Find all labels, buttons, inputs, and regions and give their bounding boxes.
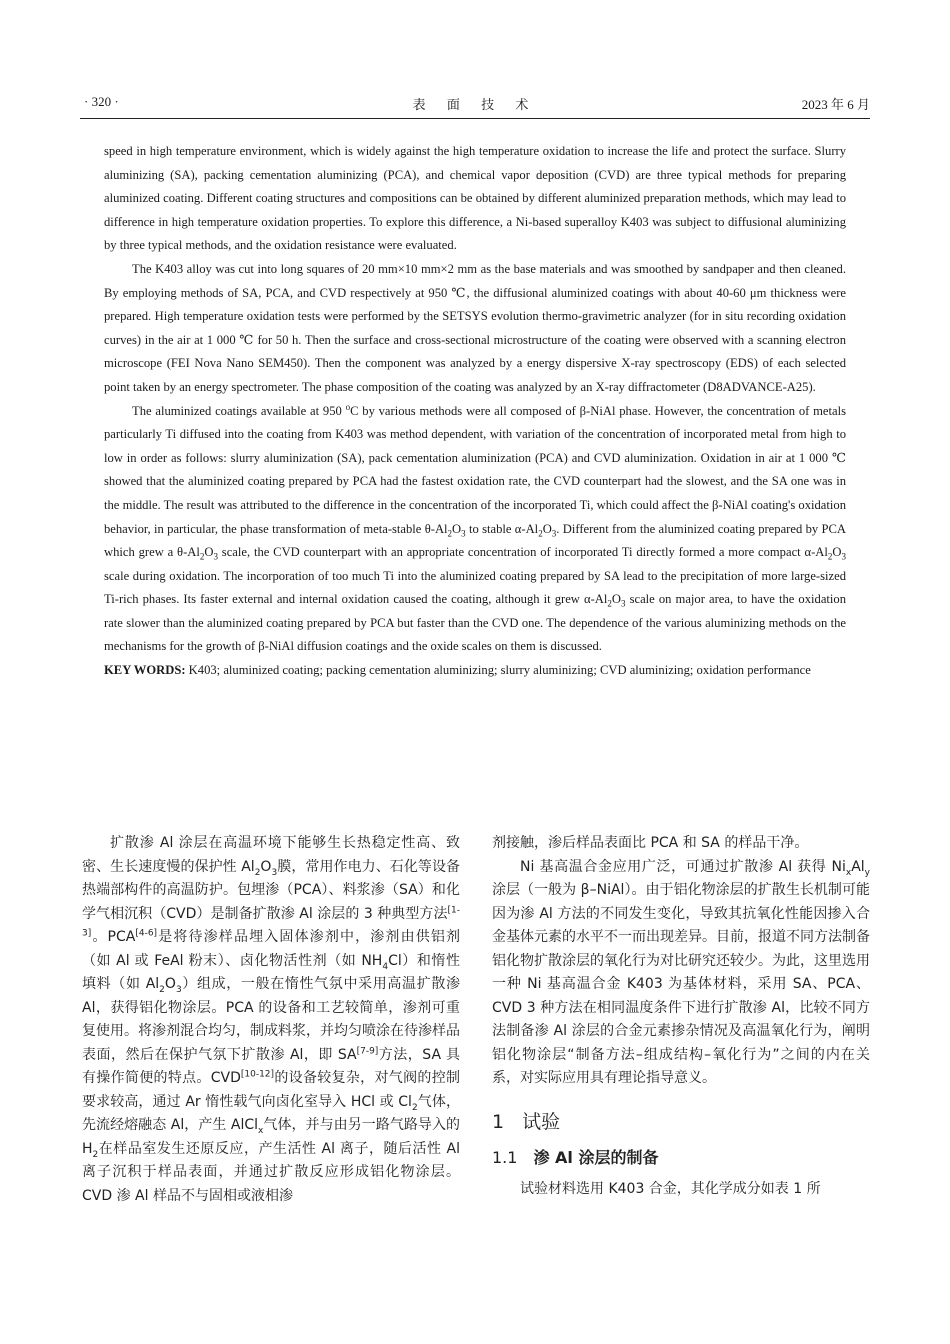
body-right-column [492, 832, 870, 1201]
citation: [7-9] [356, 1045, 379, 1056]
issue-date: 2023 年 6 月 [801, 97, 870, 112]
keywords-label: KEY WORDS: [104, 663, 186, 678]
citation: [10-12] [240, 1069, 275, 1080]
intro-paragraph-1: 扩散渗 Al 涂层在高温环境下能够生长热稳定性高、致密、生长速度慢的保护性 $Al_2O_3$膜，常用作电力、石化等设备热端部构件的高温防护。包埋渗（PCA）、料浆渗（SA）和化学气相沉积（CVD）是制备扩散渗 Al 涂层的 3 种典型方法[1-3]。PCA[4-6]是将待渗样品埋入固体渗剂中，渗剂由供铝剂（如 Al 或 FeAl 粉末）、卤化物活性剂（如 $NH_4Cl$）和惰性填料（如 $Al_2O_3$）组成，一般在惰性气氛中采用高温扩散渗 Al，获得铝化物涂层。PCA 的设备和工艺较简单，渗剂可重复使用。将渗剂混合均匀，制成料浆，并均匀喷涂在待渗样品表面，然后在保护气氛下扩散渗 Al，即 SA[7-9]方法，SA 具有操作简便的特点。CVD[10-12]的设备较复杂，对气阀的控制要求较高，通过 Ar 惰性载气向卤化室导入 HCl 或 $Cl_2$气体，先流经熔融态 Al，产生 AlCl$_x$气体，并与由另一路气路导入的 $H_2$在样品室发生还原反应，产生活性 Al 离子，随后活性 Al 离子沉积于样品表面，并通过扩散反应形成铝化物涂层。CVD 渗 Al 样品不与固相或液相渗 [82, 835, 461, 1204]
keywords-text: K403; aluminized coating; packing cementation aluminizing; slurry aluminizing; CVD aluminizing; oxidation performance [185, 663, 811, 678]
abstract-paragraph-2: The K403 alloy was cut into long squares of 20 mm×10 mm×2 mm as the base materials and was smoothed by sandpaper and then cleaned. By employing methods of SA, PCA, and CVD respectively at 950 ℃, the diffusional aluminized coatings with about 40-60 μm thickness were prepared. High temperature oxidation tests were performed by the SETSYS evolution thermo-gravimetric analyzer (for in situ recording oxidation curves) in the air at 1 000 ℃ for 50 h. Then the surface and cross-sectional microstructure of the coating were observed with a scanning electron microscope (FEI Nova Nano SEM450). Then the component was analyzed by a energy dispersive X-ray spectroscopy (EDS) of each selected point taken by an energy spectrometer. The phase composition of the coating was analyzed by an X-ray diffractometer (D8ADVANCE-A25). [104, 261, 846, 394]
section-heading-1-1: 1.1 渗 Al 涂层的制备 [492, 1148, 659, 1167]
intro-paragraph-2: Ni 基高温合金应用广泛，可通过扩散渗 Al 获得 $Ni_xAl_y$涂层（一般为 β–NiAl）。由于铝化物涂层的扩散生长机制可能因为渗 Al 方法的不同发生变化，导致其抗氧化性能因掺入合金基体元素的水平不一而出现差异。目前，报道不同方法制备铝化物扩散涂层的氧化行为对比研究还较少。为此，这里选用一种 Ni 基高温合金 K403 为基体材料，采用 SA、PCA、CVD 3 种方法在相同温度条件下进行扩散渗 Al，比较不同方法制备渗 Al 涂层的合金元素掺杂情况及高温氧化行为，阐明铝化物涂层“制备方法–组成结构–氧化行为”之间的内在关系，对实际应用具有理论指导意义。 [492, 858, 870, 1086]
citation: [1-3] [82, 904, 460, 939]
body-left-column [82, 832, 460, 1208]
keywords [104, 659, 846, 683]
journal-title: 表 面 技 术 [412, 97, 538, 112]
citation: [4-6] [135, 928, 158, 939]
page-number: · 320 · [84, 94, 119, 109]
abstract-paragraph-3: The aluminized coatings available at 950 $^o$C by various methods were all composed of β-NiAl phase. However, the concentration of metals particularly Ti diffused into the coating from K403 was method dependent, with variation of the concentration of incorporated metal from high to low in order as follows: slurry aluminization (SA), pack cementation aluminization (PCA) and CVD aluminization. Oxidation in air at 1 000 ℃ showed that the aluminized coating prepared by PCA had the fastest oxidation rate, the CVD counterpart had the slowest, and the SA one was in the middle. The result was attributed to the difference in the concentration of the incorporated Ti, which could affect the β-NiAl coating's oxidation behavior, in particular, the phase transformation of meta-stable $\theta-Al_2O_3$ to stable $\alpha-Al_2O_3$. Different from the aluminized coating prepared by PCA which grew a $\theta-Al_2O_3$ scale, the CVD counterpart with an appropriate concentration of incorporated Ti directly formed a more compact $\alpha-Al_2O_3$ scale during oxidation. The incorporation of too much Ti into the aluminized coating prepared by SA lead to the precipitation of more large-sized Ti-rich phases. Its faster external and internal oxidation caused the coating, although it grew $\alpha-Al_2O_3$ scale on major area, to have the oxidation rate slower than the aluminized coating prepared by PCA but faster than the CVD one. The dependence of the various aluminizing methods on the mechanisms for the growth of β-NiAl diffusion coatings and the oxide scales on them is discussed. [104, 401, 846, 654]
section-1-1-paragraph: 试验材料选用 K403 合金，其化学成分如表 1 所 [520, 1180, 821, 1197]
intro-paragraph-1-cont: 剂接触，渗后样品表面比 PCA 和 SA 的样品干净。 [492, 835, 809, 851]
section-heading-1: 1 试验 [492, 1110, 561, 1133]
english-abstract [104, 140, 846, 683]
abstract-paragraph-1: speed in high temperature environment, which is widely against the high temperature oxidation to increase the life and protect the surface. Slurry aluminizing (SA), packing cementation aluminizing (PCA), and chemical vapor deposition (CVD) are three typical methods for preparing aluminized coating. Different coating structures and compositions can be obtained by different aluminized preparation methods, which may lead to difference in high temperature oxidation properties. To explore this difference, a Ni-based superalloy K403 was subject to diffusional aluminizing by three typical methods, and the oxidation resistance were evaluated. [104, 144, 846, 253]
page-header [80, 90, 870, 119]
